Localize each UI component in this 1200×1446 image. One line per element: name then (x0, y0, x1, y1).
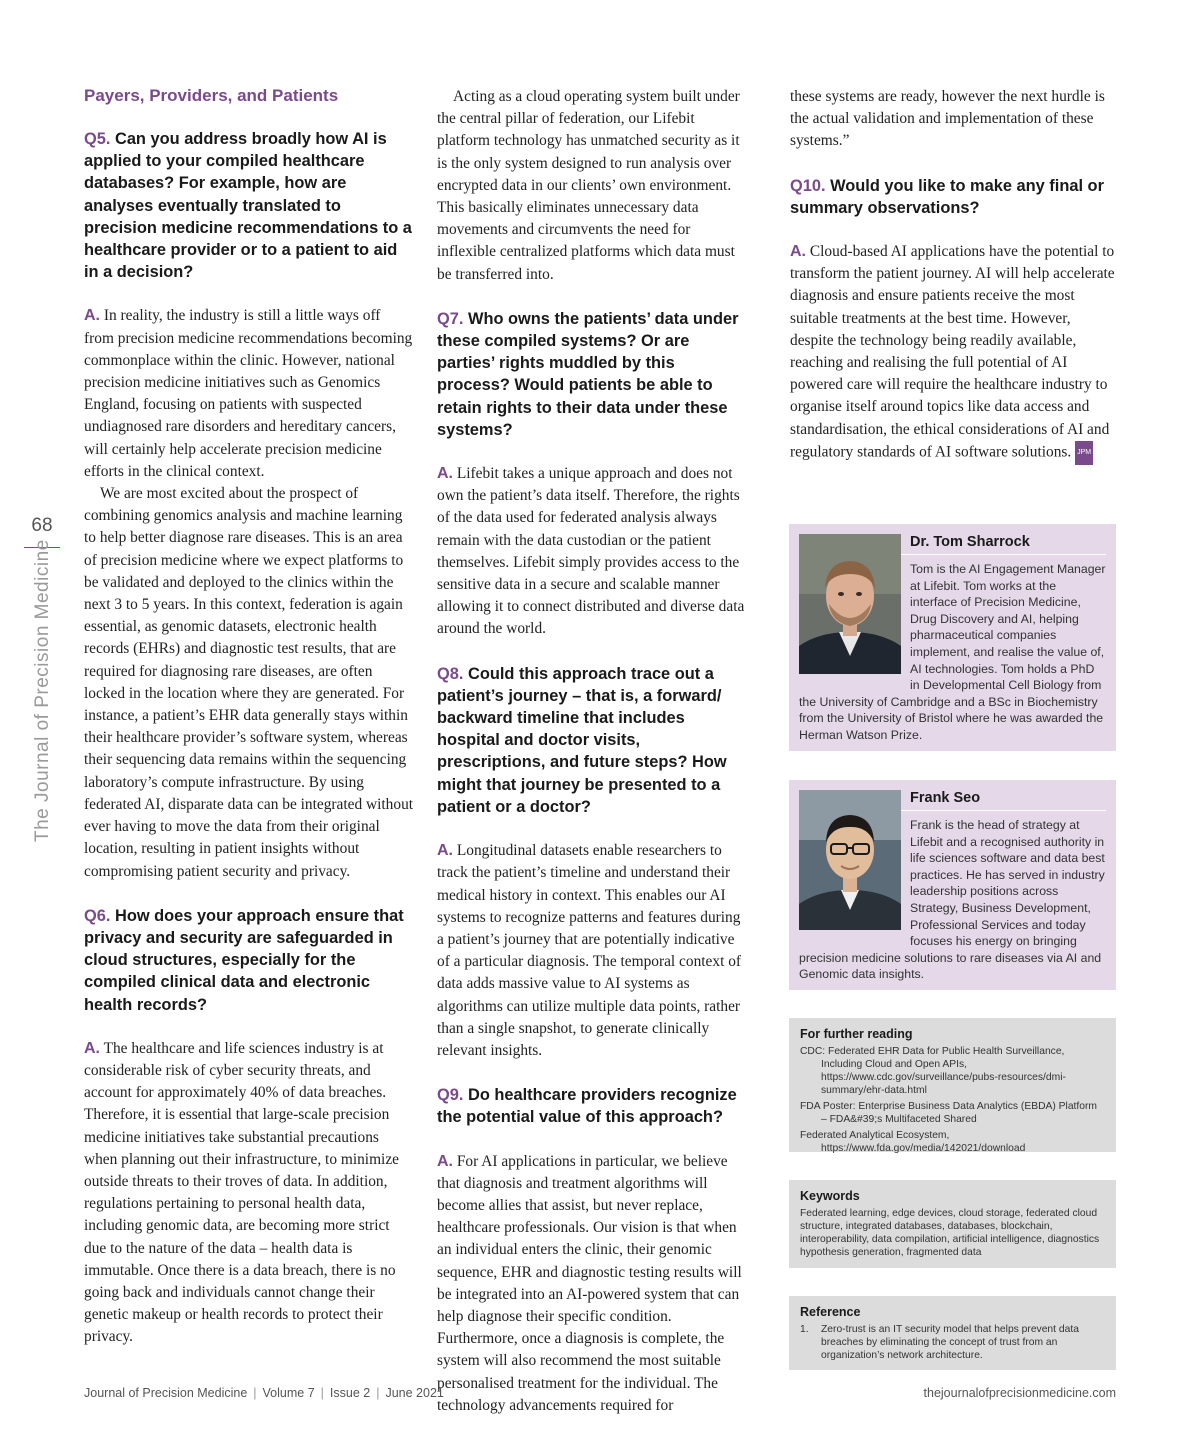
answer-text: Longitudinal datasets enable researchers to track the patient’s timeline and understand their medical history in context. This enables our AI systems to recognize patterns and features during a patient’s journey that are potentially indicative of a particular diagnosis. The temporal context of data adds massive value to AI systems as algorithms can utilize multiple data points, rather than a single snapshot, to generate clinically relevant insights. (437, 842, 742, 1059)
bio-text: Tom is the AI Engagement Manager at Lifebit. Tom works at the interface of Precision Medicine, Drug Discovery and AI, helping pharmaceutical companies implement, and realise the value of, AI technologies. Tom holds a PhD in Developmental Cell Biology from the University of Cambridge and a BSc in Biochemistry from the University of Bristol where he was awarded the Herman Watson Prize. (799, 562, 1106, 742)
answer-label: A. (84, 1039, 100, 1057)
question-text: Do healthcare providers recognize the potential value of this approach? (437, 1086, 737, 1127)
footer-date: June 2021 (385, 1386, 444, 1400)
continued-paragraph: these systems are ready, however the next hurdle is the actual validation and implementation of these systems.” (790, 88, 1105, 150)
reference-item (800, 1323, 1105, 1362)
reference-number: 1. (800, 1324, 809, 1335)
answer-label: A. (437, 1152, 453, 1170)
answer-text: For AI applications in particular, we believe that diagnosis and treatment algorithms will become allies that assist, but never replace, healthcare professionals. Our vision is that when an individual enters the clinic, their genomic sequence, EHR and diagnostic testing results will be integrated into an AI-powered system that can help diagnose their specific condition. Furthermore, once a diagnosis is complete, the system will also recommend the most suitable personalised treatment for the individual. The technology advancements required for (437, 1152, 742, 1414)
reference-title: Reference (800, 1305, 861, 1319)
answer-label: A. (790, 243, 806, 261)
answer-9-paragraph (437, 1151, 749, 1417)
reference-box (789, 1296, 1116, 1370)
answer-text: The healthcare and life sciences industry is at considerable risk of cyber security threats, and account for approximately 40% of data breaches. Therefore, it is essential that large-scale precision medicine initiatives take substantial precautions when planning out their infrastructure, to minimize outside threats to their troves of data. In addition, regulations pertaining to personal health data, including genomic data, are becoming more strict due to the nature of the data – health data is immutable. Once there is a data breach, there is no going back and individuals cannot change their genetic makeup or health records to protect their privacy. (84, 1039, 399, 1346)
answer-8-paragraph (437, 840, 749, 1062)
further-reading-box (789, 1018, 1116, 1152)
answer-5-paragraph-1 (84, 305, 414, 483)
answer-label: A. (84, 307, 100, 325)
footer-citation (84, 1386, 444, 1400)
answer-6-paragraph-1 (84, 1038, 414, 1349)
question-number: Q6. (84, 906, 111, 925)
footer-issue: Issue 2 (329, 1386, 371, 1400)
question-number: Q10. (790, 176, 826, 195)
keywords-title: Keywords (800, 1189, 860, 1203)
question-number: Q5. (84, 130, 111, 148)
page-number: 68 (31, 515, 53, 536)
further-reading-item: Federated Analytical Ecosystem, https://www.fda.gov/media/142021/download (800, 1130, 1026, 1154)
answer-10-paragraph (790, 241, 1116, 465)
journal-name-vertical: The Journal of Precision Medicine (32, 539, 53, 842)
question-text: Who owns the patients’ data under these compiled systems? Or are parties’ rights muddled by this process? Would patients be able to retain rights to their data under these systems? (437, 309, 739, 439)
bio-box-frank-seo (789, 780, 1116, 990)
further-reading-item: FDA Poster: Enterprise Business Data Analytics (EBDA) Platform – FDA&#39;s Multifaceted Shared (800, 1101, 1098, 1125)
question-text: Could this approach trace out a patient’s journey – that is, a forward/ backward timeline that includes hospital and doctor visits, prescriptions, and future steps? How might that journey be presented to a patient or a doctor? (437, 664, 727, 816)
column-1 (84, 86, 414, 1349)
footer-separator: | (253, 1386, 257, 1400)
answer-7-paragraph (437, 463, 749, 641)
jpm-end-mark: JPM (1075, 441, 1093, 465)
further-reading-item: CDC: Federated EHR Data for Public Health Surveillance, Including Cloud and Open APIs, https://www.cdc.gov/surveillance/pubs-resources/dmi-summary/ehr-data.html (800, 1046, 1066, 1096)
bio-text: Frank is the head of strategy at Lifebit and a recognised authority in life sciences software and data best practices. He has served in industry leadership positions across Strategy, Business Development, Professional Services and today focuses his energy on bringing precision medicine solutions to rare diseases via AI and Genomic data insights. (799, 818, 1105, 982)
question-8 (437, 663, 749, 818)
portrait-frank-seo-image (799, 790, 901, 930)
question-7 (437, 308, 749, 441)
answer-text: In reality, the industry is still a little ways off from precision medicine recommendations becoming commonplace within the clinic. However, national precision medicine initiatives such as Genomics England, focusing on patients with suspected undiagnosed rare disorders and hereditary cancers, will certainly help accelerate precision medicine efforts in the clinical context. (84, 307, 413, 480)
question-text: Can you address broadly how AI is applied to your compiled healthcare databases? For example, how are analyses eventually translated to precision medicine recommendations to a healthcare provider or to a patient to aid in a decision? (84, 130, 412, 282)
portrait-photo-frank-seo (799, 790, 901, 930)
bio-box-tom-sharrock (789, 524, 1116, 751)
footer-volume: Volume 7 (262, 1386, 315, 1400)
portrait-photo-tom-sharrock (799, 534, 901, 674)
column-3 (790, 86, 1116, 465)
footer-separator: | (376, 1386, 380, 1400)
section-title: Payers, Providers, and Patients (84, 86, 339, 105)
answer-text: Lifebit takes a unique approach and does not own the patient’s data itself. Therefore, the rights of the data used for federated analysis always remain with the data custodian or the patient themselves. Lifebit simply provides access to the sensitive data in a secure and scalable manner allowing it to connect distributed and diverse data around the world. (437, 465, 745, 638)
footer-journal: Journal of Precision Medicine (84, 1386, 248, 1400)
answer-label: A. (437, 465, 453, 483)
bio-name: Dr. Tom Sharrock (799, 534, 1106, 555)
further-reading-title: For further reading (800, 1027, 913, 1041)
question-number: Q7. (437, 309, 464, 328)
question-text: How does your approach ensure that privacy and security are safeguarded in cloud structures, especially for the compiled clinical data and electronic health records? (84, 906, 404, 1014)
question-9 (437, 1084, 749, 1128)
footer-website-link[interactable]: thejournalofprecisionmedicine.com (923, 1386, 1116, 1400)
question-10 (790, 175, 1116, 219)
bio-name: Frank Seo (799, 790, 1106, 811)
question-5 (84, 128, 414, 283)
answer-5-paragraph-2: We are most excited about the prospect of combining genomics analysis and machine learning to help better diagnose rare diseases. This is an area of precision medicine where we expect platforms to be validated and deployed to the clinics within the next 3 to 5 years. In this context, federation is again essential, as genomic datasets, electronic health records (EHRs) and diagnostic test results, that are required for diagnosing rare diseases, are often locked in the location where they are generated. For instance, a patient’s EHR data generally stays within their healthcare provider’s software system, whereas their sequencing data remains within the sequencing laboratory’s compute infrastructure. By using federated AI, disparate data can be integrated without ever having to move the data from their original location, resulting in patient insights without compromising patient security and privacy. (84, 485, 414, 880)
keywords-text: Federated learning, edge devices, cloud storage, federated cloud structure, integrated databases, databases, blockchain, interoperability, data compilation, artificial intelligence, diagnostics hypothesis generation, fragmented data (800, 1208, 1100, 1258)
question-6 (84, 905, 414, 1016)
question-number: Q9. (437, 1086, 464, 1105)
answer-label: A. (437, 842, 453, 860)
intro-paragraph: Acting as a cloud operating system built under the central pillar of federation, our Lifebit platform technology has unmatched security as it is the only system designed to run analysis over encrypted data in our clients’ own environment. This basically eliminates unnecessary data movements and circumvents the need for inflexible centralized platforms which data must be transferred into. (437, 88, 740, 283)
portrait-tom-sharrock-image (799, 534, 901, 674)
footer-separator: | (320, 1386, 324, 1400)
answer-text: Cloud-based AI applications have the potential to transform the patient journey. AI will help accelerate diagnosis and ensure patients receive the most suitable treatments at the best time. However, despite the technology being readily available, reaching and realising the full potential of AI powered care will require the healthcare industry to organise itself around topics like data access and standardisation, the ethical considerations of AI and regulatory standards of AI software solutions. (790, 243, 1115, 461)
keywords-box (789, 1180, 1116, 1268)
question-text: Would you like to make any final or summary observations? (790, 176, 1104, 217)
question-number: Q8. (437, 664, 464, 683)
column-2 (437, 86, 749, 1417)
reference-text: Zero-trust is an IT security model that helps prevent data breaches by eliminating the concept of trust from an organization’s network architecture. (821, 1324, 1079, 1361)
